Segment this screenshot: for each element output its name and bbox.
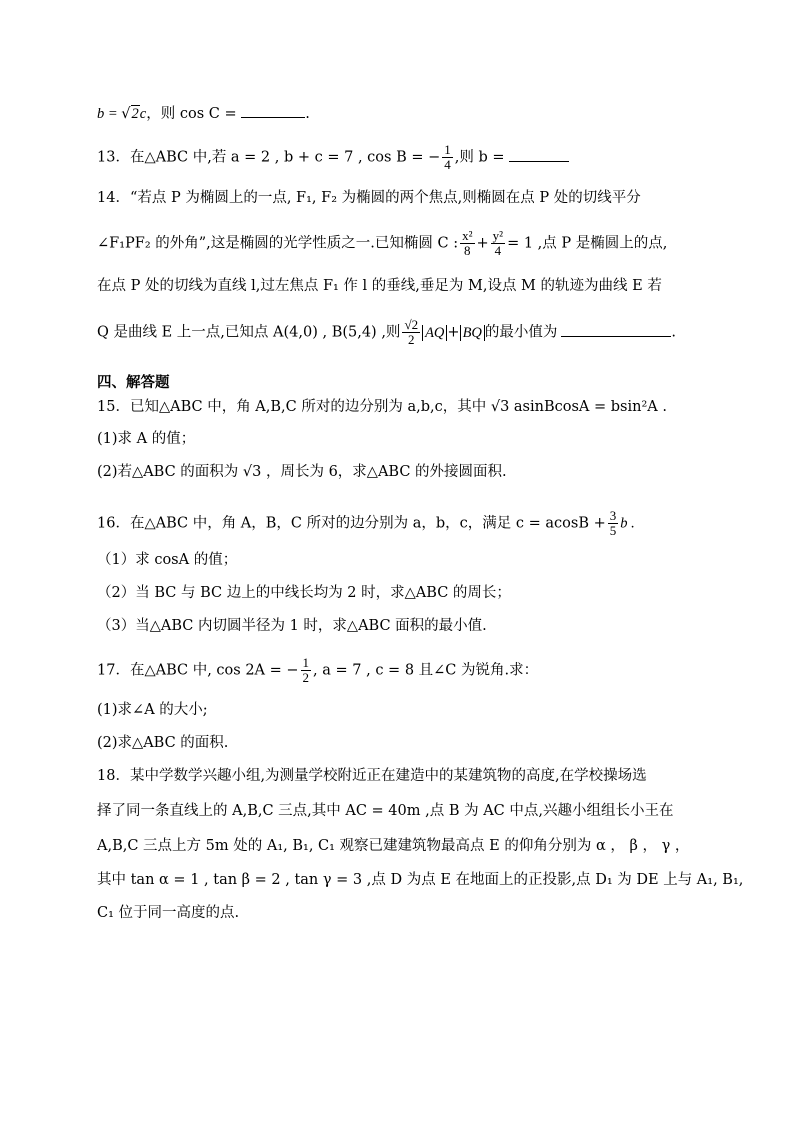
question-14-line-2: ∠F₁PF₂ 的外角”,这是椭圆的光学性质之一.已知椭圆 C : $\frac{\text{x²}}{8}$ + $\frac{\text{y²}}{4}$ = 1 ,点 P 是椭圆上的点, — [97, 228, 668, 258]
question-15-line-1: 15．已知△ABC 中，角 A,B,C 所对的边分别为 a,b,c，其中 √3 asinBcosA = bsin²A . — [97, 399, 667, 415]
q12-tail-line: b = √2c，则 cos C = . — [97, 106, 310, 122]
question-18-line-3: A,B,C 三点上方 5m 处的 A₁, B₁, C₁ 观察已建建筑物最高点 E 的仰角分别为 α ， β ， γ ， — [97, 838, 690, 854]
answer-blank[interactable] — [241, 105, 305, 118]
question-16-part-1: （1）求 cosA 的值； — [97, 552, 238, 568]
question-15-part-2: (2)若△ABC 的面积为 √3 ，周长为 6，求△ABC 的外接圆面积. — [97, 464, 507, 480]
fraction: $\frac{3}{5}$ — [609, 508, 617, 538]
fraction: $\frac{√2}{2}$ — [404, 317, 419, 347]
answer-blank[interactable] — [509, 149, 569, 162]
question-18-line-4: 其中 tan α = 1 , tan β = 2 , tan γ = 3 ,点 D 为点 E 在地面上的正投影,点 D₁ 为 DE 上与 A₁, B₁, — [97, 872, 744, 888]
fraction: $\frac{\text{y²}}{4}$ — [492, 228, 504, 258]
question-16-part-2: （2）当 BC 与 BC 边上的中线长均为 2 时，求△ABC 的周长； — [97, 585, 511, 601]
question-17-part-2: (2)求△ABC 的面积. — [97, 735, 229, 751]
section-heading: 四、解答题 — [97, 375, 170, 391]
question-16-part-3: （3）当△ABC 内切圆半径为 1 时，求△ABC 面积的最小值. — [97, 618, 487, 634]
question-16-line-1: 16．在△ABC 中，角 A，B，C 所对的边分别为 a，b，c，满足 c = acosB + $\frac{3}{5}$ b . — [97, 508, 635, 538]
question-15-part-1: (1)求 A 的值； — [97, 431, 196, 447]
question-14-line-1: 14．“若点 P 为椭圆上的一点, F₁, F₂ 为椭圆的两个焦点,则椭圆在点 P 处的切线平分 — [97, 190, 641, 206]
question-18-line-1: 18．某中学数学兴趣小组,为测量学校附近正在建造中的某建筑物的高度,在学校操场选 — [97, 768, 647, 784]
question-14-line-4: Q 是曲线 E 上一点,已知点 A(4,0) , B(5,4) ,则 $\frac{√2}{2}$ AQ + BQ 的最小值为 . — [97, 317, 677, 347]
question-14-line-3: 在点 P 处的切线为直线 l,过左焦点 F₁ 作 l 的垂线,垂足为 M,设点 M 的轨迹为曲线 E 若 — [97, 278, 662, 294]
fraction: $\frac{1}{2}$ — [302, 655, 310, 685]
answer-blank[interactable] — [561, 324, 671, 337]
sqrt-sign: √ — [121, 106, 131, 122]
question-13: 13．在△ABC 中,若 a = 2 , b + c = 7 , cos B = − $\frac{1}{4}$ ,则 b = — [97, 143, 569, 172]
fraction: $\frac{1}{4}$ — [444, 142, 451, 172]
question-17-line-1: 17．在△ABC 中, cos 2A = − $\frac{1}{2}$ , a = 7 , c = 8 且∠C 为锐角.求： — [97, 655, 539, 685]
question-17-part-1: (1)求∠A 的大小; — [97, 702, 208, 718]
fraction: $\frac{\text{x²}}{8}$ — [462, 228, 473, 258]
question-18-line-5: C₁ 位于同一高度的点. — [97, 905, 240, 921]
question-18-line-2: 择了同一条直线上的 A,B,C 三点,其中 AC = 40m ,点 B 为 AC 中点,兴趣小组组长小王在 — [97, 803, 674, 819]
